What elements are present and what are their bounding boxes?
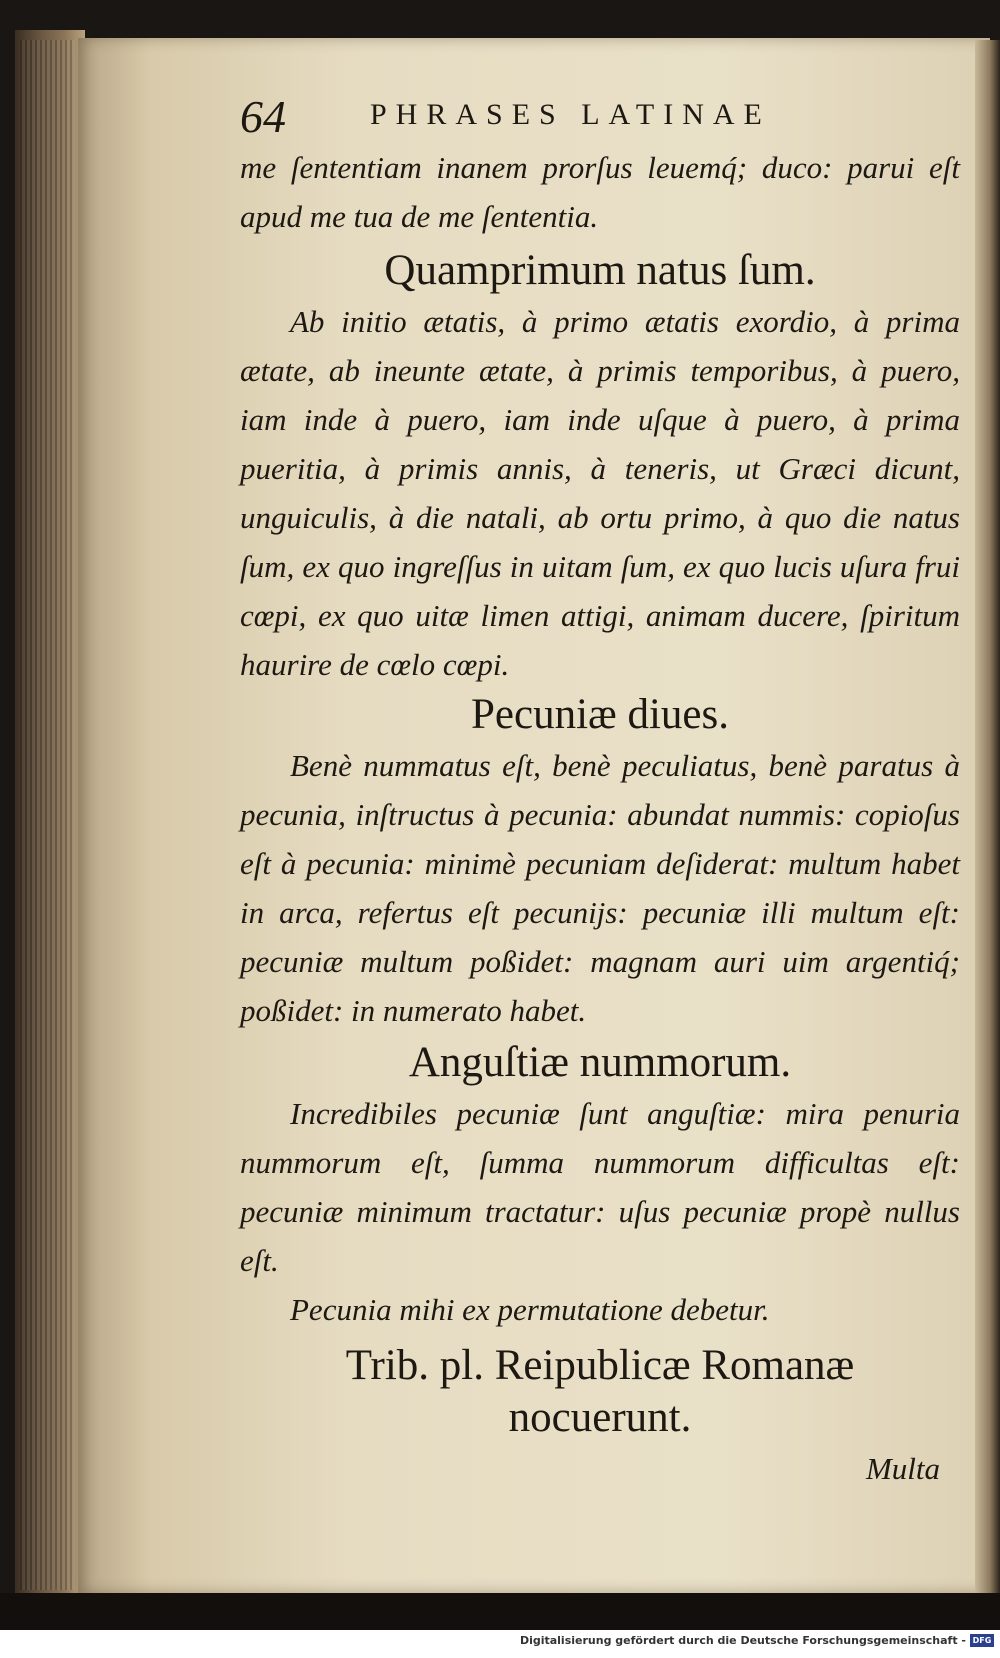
section-heading-angustiae: Anguſtiæ nummorum. <box>408 1039 792 1086</box>
running-head <box>240 90 900 140</box>
page-text <box>240 143 960 1493</box>
section-heading-trib-pl: Trib. pl. Reipublicæ Romanæ <box>345 1342 855 1389</box>
section-heading-quamprimum: Quamprimum natus ſum. <box>384 247 816 294</box>
paragraph-incredibiles: Incredibiles pecuniæ ſunt anguſtiæ: mira penuria nummorum eſt, ſumma nummorum difficultas eſt: pecuniæ minimum tractatur: uſus pecuniæ propè nullus eſt. <box>240 1096 960 1278</box>
paragraph-ab-initio: Ab initio ætatis, à primo ætatis exordio, à prima ætate, ab ineunte ætate, à primis temporibus, à puero, iam inde à puero, iam inde uſque à puero, à prima pueritia, à primis annis, à teneris, ut Græci dicunt, unguiculis, à die natali, ab ortu primo, à quo die natus ſum, ex quo ingreſſus in uitam ſum, ex quo lucis uſura frui cœpi, ex quo uitæ limen attigi, animam ducere, ſpiritum haurire de cœlo cœpi. <box>240 304 960 682</box>
paragraph-bene-nummatus: Benè nummatus eſt, benè peculiatus, benè paratus à pecunia, inſtructus à pecunia: abundat nummis: copioſus eſt à pecunia: minimè pecuniam deſiderat: multum habet in arca, refertus eſt pecunijs: pecuniæ illi multum eſt: pecuniæ multum poßidet: magnam auri uim argentiq́; poßidet: in numerato habet. <box>240 748 960 1028</box>
paragraph-continuation: me ſententiam inanem prorſus leuemq́; duco: parui eſt apud me tua de me ſententia. <box>240 150 960 234</box>
section-heading-nocuerunt: nocuerunt. <box>508 1394 692 1441</box>
footer-bar <box>0 1630 1000 1658</box>
running-head-title: PHRASES LATINAE <box>370 98 771 131</box>
catchword: Multa <box>865 1451 940 1486</box>
page-right-edge <box>975 40 1000 1595</box>
scan-bottom-border <box>0 1593 1000 1630</box>
page-stack-edges <box>20 40 75 1590</box>
paragraph-pecunia-mihi: Pecunia mihi ex permutatione debetur. <box>290 1292 770 1327</box>
dfg-logo: DFG <box>970 1634 994 1647</box>
page-number: 64 <box>240 91 286 142</box>
footer-credit: Digitalisierung gefördert durch die Deutsche Forschungsgemeinschaft - <box>519 1634 966 1647</box>
section-heading-pecuniae-diues: Pecuniæ diues. <box>471 691 729 738</box>
